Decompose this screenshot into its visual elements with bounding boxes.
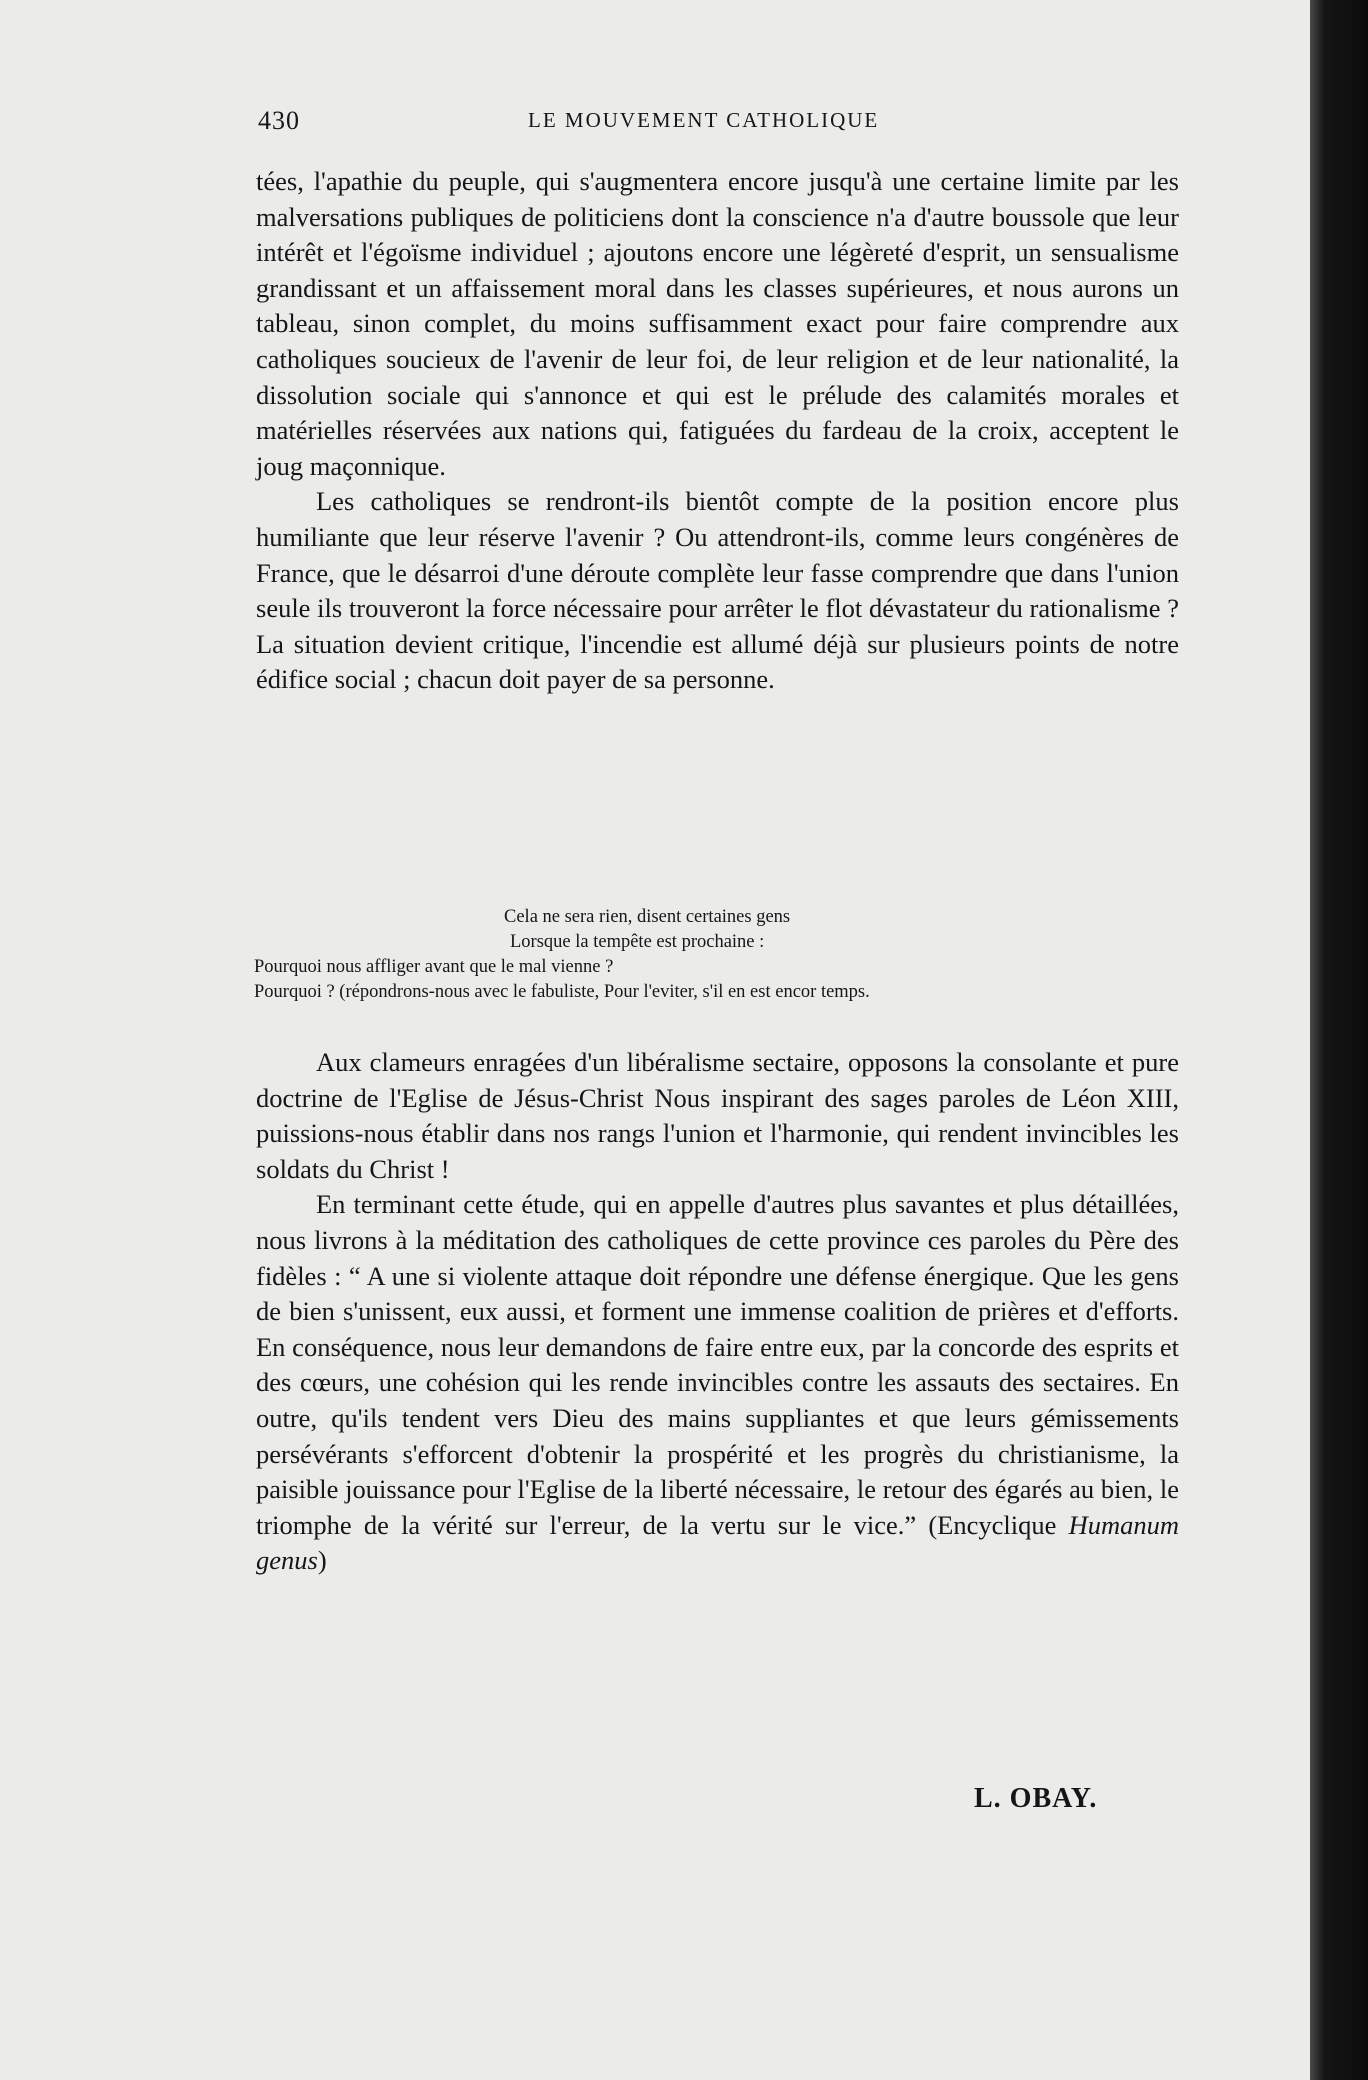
verse-quotation <box>254 905 1184 1005</box>
paragraph-4-text: En terminant cette étude, qui en appelle d'autres plus savantes et plus détaillées, nous livrons à la méditation des catholiques de cette province ces paroles du Père des fidèles : “ A une si violente attaque doit répondre une défense énergique. Que les gens de bien s'unissent, eux aussi, et forment une immense coalition de prières et d'efforts. En conséquence, nous leur demandons de faire entre eux, par la concorde des esprits et des cœurs, une cohésion qui les rende invincibles contre les assauts des sectaires. En outre, qu'ils tendent vers Dieu des mains suppliantes et que leurs gémissements persévérants s'efforcent d'obtenir la prospérité et les progrès du christianisme, la paisible jouissance pour l'Eglise de la liberté nécessaire, le retour des égarés au bien, le triomphe de la vérité sur l'erreur, de la vertu sur le vice.” (Encyclique <box>256 1189 1179 1540</box>
paragraph-3: Aux clameurs enragées d'un libéralisme sectaire, opposons la consolante et pure doctrine de l'Eglise de Jésus-Christ Nous inspirant des sages paroles de Léon XIII, puissions-nous établir dans nos rangs l'union et l'harmonie, qui rendent invincibles les soldats du Christ ! <box>256 1047 1179 1184</box>
paragraph-1: tées, l'apathie du peuple, qui s'augmentera encore jusqu'à une certaine limite par les malversations publiques de politiciens dont la conscience n'a d'autre boussole que leur intérêt et l'égoïsme individuel ; ajoutons encore une légèreté d'esprit, un sensualisme grandissant et un affaissement moral dans les classes supérieures, et nous aurons un tableau, sinon complet, du moins suffisamment exact pour faire comprendre aux catholiques soucieux de l'avenir de leur foi, de leur religion et de leur nationalité, la dissolution sociale qui s'annonce et qui est le prélude des calamités morales et matérielles réservées aux nations qui, fatiguées du fardeau de la croix, acceptent le joug maçonnique. <box>256 166 1179 481</box>
running-head <box>258 106 1178 146</box>
body-text-bottom <box>256 1045 1179 1579</box>
paragraph-2: Les catholiques se rendront-ils bientôt compte de la position encore plus humiliante que leur réserve l'avenir ? Ou attendront-ils, comme leurs congénères de France, que le désarroi d'une déroute complète leur fasse comprendre que dans l'union seule ils trouveront la force nécessaire pour arrêter le flot dévastateur du rationalisme ? La situation devient critique, l'incendie est allumé déjà sur plusieurs points de notre édifice social ; chacun doit payer de sa personne. <box>256 486 1179 695</box>
page-number: 430 <box>258 106 300 135</box>
running-title: LE MOUVEMENT CATHOLIQUE <box>528 108 880 132</box>
verse-line-4: Pourquoi ? (répondrons-nous avec le fabuliste, Pour l'eviter, s'il en est encor temps. <box>254 982 870 1002</box>
encyclical-title: Humanum genus <box>256 1509 1180 1576</box>
body-text-top <box>256 164 1179 698</box>
paragraph-4 <box>256 1187 1179 1579</box>
verse-line-1: Cela ne sera rien, disent certaines gens <box>504 907 791 927</box>
author-signature: L. OBAY. <box>974 1783 1098 1814</box>
verse-line-3: Pourquoi nous affliger avant que le mal vienne ? <box>254 957 614 977</box>
citation-close: ) <box>317 1545 327 1576</box>
scan-dark-edge <box>1310 0 1368 2080</box>
verse-line-2: Lorsque la tempête est prochaine : <box>510 932 765 952</box>
